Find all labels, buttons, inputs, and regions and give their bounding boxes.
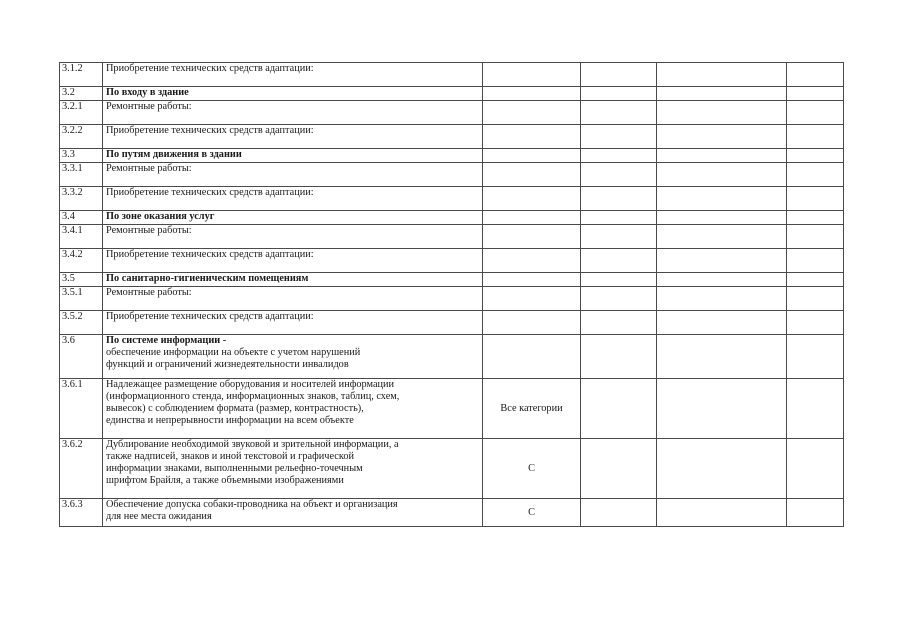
row-description: Ремонтные работы: bbox=[103, 287, 483, 311]
cell-empty bbox=[581, 125, 657, 149]
cell-empty bbox=[483, 101, 581, 125]
cell-empty bbox=[787, 149, 844, 163]
row-number: 3.4 bbox=[60, 211, 103, 225]
cell-empty bbox=[787, 249, 844, 273]
cell-empty bbox=[657, 273, 787, 287]
table-row bbox=[60, 499, 844, 527]
cell-empty bbox=[483, 63, 581, 87]
row-number: 3.5 bbox=[60, 273, 103, 287]
table-row bbox=[60, 187, 844, 211]
cell-empty bbox=[787, 287, 844, 311]
table-row bbox=[60, 125, 844, 149]
cell-empty bbox=[581, 273, 657, 287]
cell-empty bbox=[787, 499, 844, 527]
cell-empty bbox=[787, 335, 844, 379]
row-number: 3.6.2 bbox=[60, 439, 103, 499]
cell-empty bbox=[581, 149, 657, 163]
row-description: Приобретение технических средств адаптации: bbox=[103, 63, 483, 87]
row-description bbox=[103, 499, 483, 527]
row-description: Ремонтные работы: bbox=[103, 163, 483, 187]
row-description: Приобретение технических средств адаптации: bbox=[103, 125, 483, 149]
table-row bbox=[60, 87, 844, 101]
cell-empty bbox=[581, 225, 657, 249]
description-line: Дублирование необходимой звуковой и зрительной информации, а bbox=[106, 439, 399, 450]
cell-empty bbox=[787, 101, 844, 125]
cell-empty bbox=[483, 311, 581, 335]
table-row bbox=[60, 287, 844, 311]
row-description: Приобретение технических средств адаптации: bbox=[103, 249, 483, 273]
row-number: 3.4.1 bbox=[60, 225, 103, 249]
cell-empty bbox=[581, 311, 657, 335]
row-number: 3.4.2 bbox=[60, 249, 103, 273]
section-title: По путям движения в здании bbox=[103, 149, 483, 163]
cell-empty bbox=[581, 87, 657, 101]
cell-empty bbox=[581, 211, 657, 225]
cell-empty bbox=[483, 187, 581, 211]
cell-empty bbox=[657, 211, 787, 225]
cell-empty bbox=[657, 87, 787, 101]
cell-empty bbox=[483, 163, 581, 187]
cell-empty bbox=[483, 287, 581, 311]
cell-empty bbox=[657, 225, 787, 249]
cell-empty bbox=[581, 249, 657, 273]
cell-empty bbox=[483, 225, 581, 249]
row-description bbox=[103, 379, 483, 439]
cell-empty bbox=[787, 125, 844, 149]
row-number: 3.2.1 bbox=[60, 101, 103, 125]
cell-empty bbox=[657, 311, 787, 335]
row-number: 3.1.2 bbox=[60, 63, 103, 87]
table-row bbox=[60, 273, 844, 287]
section-title: По санитарно-гигиеническим помещениям bbox=[103, 273, 483, 287]
cell-empty bbox=[483, 335, 581, 379]
cell-empty bbox=[657, 249, 787, 273]
row-number: 3.6.3 bbox=[60, 499, 103, 527]
cell-empty bbox=[787, 311, 844, 335]
description-line: информации знаками, выполненными рельефно-точечным bbox=[106, 463, 363, 474]
table-row bbox=[60, 225, 844, 249]
row-description: Приобретение технических средств адаптации: bbox=[103, 311, 483, 335]
row-description: Приобретение технических средств адаптации: bbox=[103, 187, 483, 211]
cell-empty bbox=[657, 187, 787, 211]
table-row bbox=[60, 211, 844, 225]
cell-empty bbox=[657, 287, 787, 311]
description-line: функций и ограничений жизнедеятельности инвалидов bbox=[106, 359, 349, 370]
cell-empty bbox=[657, 335, 787, 379]
row-number: 3.5.2 bbox=[60, 311, 103, 335]
cell-empty bbox=[657, 163, 787, 187]
category-cell: С bbox=[483, 439, 581, 499]
row-number: 3.2.2 bbox=[60, 125, 103, 149]
table-row bbox=[60, 163, 844, 187]
cell-empty bbox=[581, 287, 657, 311]
row-number: 3.3.1 bbox=[60, 163, 103, 187]
cell-empty bbox=[657, 63, 787, 87]
cell-empty bbox=[581, 63, 657, 87]
table-row bbox=[60, 439, 844, 499]
cell-empty bbox=[657, 499, 787, 527]
description-line: для нее места ожидания bbox=[106, 511, 212, 522]
cell-empty bbox=[787, 225, 844, 249]
cell-empty bbox=[657, 101, 787, 125]
description-line: Надлежащее размещение оборудования и носителей информации bbox=[106, 379, 395, 390]
row-description: Ремонтные работы: bbox=[103, 101, 483, 125]
description-line: (информационного стенда, информационных знаков, таблиц, схем, bbox=[106, 391, 400, 402]
cell-empty bbox=[581, 335, 657, 379]
cell-empty bbox=[581, 439, 657, 499]
cell-empty bbox=[787, 379, 844, 439]
cell-empty bbox=[483, 87, 581, 101]
cell-empty bbox=[483, 273, 581, 287]
description-line: единства и непрерывности информации на всем объекте bbox=[106, 415, 354, 426]
table-row bbox=[60, 335, 844, 379]
cell-empty bbox=[581, 379, 657, 439]
adaptation-measures-table bbox=[59, 62, 844, 527]
table-body bbox=[60, 63, 844, 527]
row-number: 3.3.2 bbox=[60, 187, 103, 211]
cell-empty bbox=[483, 125, 581, 149]
cell-empty bbox=[787, 211, 844, 225]
cell-empty bbox=[657, 379, 787, 439]
cell-empty bbox=[657, 149, 787, 163]
cell-empty bbox=[657, 125, 787, 149]
section-title: По системе информации - bbox=[106, 335, 227, 346]
table-row bbox=[60, 379, 844, 439]
description-line: также надписей, знаков и иной текстовой и графической bbox=[106, 451, 354, 462]
row-description bbox=[103, 439, 483, 499]
section-title: По входу в здание bbox=[103, 87, 483, 101]
cell-empty bbox=[581, 163, 657, 187]
cell-empty bbox=[787, 439, 844, 499]
table-row bbox=[60, 249, 844, 273]
table-row bbox=[60, 63, 844, 87]
cell-empty bbox=[483, 149, 581, 163]
description-line: вывесок) с соблюдением формата (размер, контрастность), bbox=[106, 403, 364, 414]
cell-empty bbox=[581, 187, 657, 211]
table-row bbox=[60, 149, 844, 163]
category-cell: Все категории bbox=[483, 379, 581, 439]
cell-empty bbox=[787, 187, 844, 211]
cell-empty bbox=[787, 63, 844, 87]
cell-empty bbox=[483, 211, 581, 225]
row-number: 3.6 bbox=[60, 335, 103, 379]
cell-empty bbox=[787, 87, 844, 101]
description-line: Обеспечение допуска собаки-проводника на объект и организация bbox=[106, 499, 398, 510]
row-number: 3.5.1 bbox=[60, 287, 103, 311]
row-number: 3.3 bbox=[60, 149, 103, 163]
table-row bbox=[60, 101, 844, 125]
cell-empty bbox=[483, 249, 581, 273]
row-description bbox=[103, 335, 483, 379]
cell-empty bbox=[787, 163, 844, 187]
row-number: 3.2 bbox=[60, 87, 103, 101]
description-line: шрифтом Брайля, а также объемными изображениями bbox=[106, 475, 344, 486]
row-number: 3.6.1 bbox=[60, 379, 103, 439]
cell-empty bbox=[657, 439, 787, 499]
cell-empty bbox=[581, 101, 657, 125]
category-cell: С bbox=[483, 499, 581, 527]
table-row bbox=[60, 311, 844, 335]
section-title: По зоне оказания услуг bbox=[103, 211, 483, 225]
cell-empty bbox=[787, 273, 844, 287]
description-line: обеспечение информации на объекте с учетом нарушений bbox=[106, 347, 361, 358]
row-description: Ремонтные работы: bbox=[103, 225, 483, 249]
cell-empty bbox=[581, 499, 657, 527]
